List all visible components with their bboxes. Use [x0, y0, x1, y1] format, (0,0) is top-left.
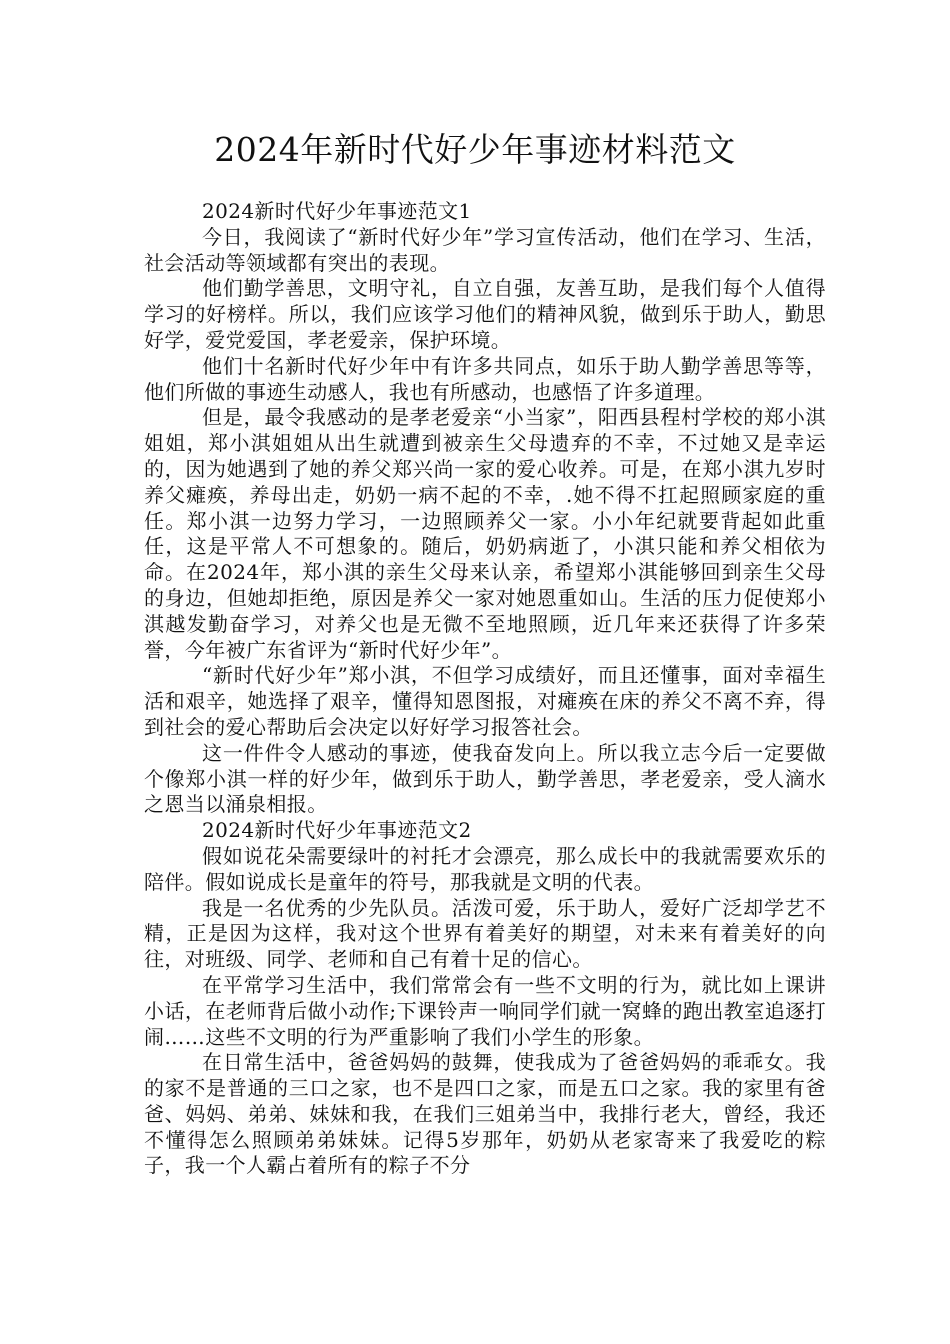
paragraph: 我是一名优秀的少先队员。活泼可爱，乐于助人，爱好广泛却学艺不精，正是因为这样，我对这个世界有着美好的期望，对未来有着美好的向往，对班级、同学、老师和自己有着十足的信心。	[144, 895, 826, 972]
paragraph: 他们十名新时代好少年中有许多共同点，如乐于助人勤学善思等等，他们所做的事迹生动感人，我也有所感动，也感悟了许多道理。	[144, 353, 826, 404]
paragraph: “新时代好少年”郑小淇，不但学习成绩好，而且还懂事，面对幸福生活和艰辛，她选择了艰辛，懂得知恩图报，对瘫痪在床的养父不离不弃，得到社会的爱心帮助后会决定以好好学习报答社会。	[144, 663, 826, 739]
paragraph: 这一件件令人感动的事迹，使我奋发向上。所以我立志今后一定要做个像郑小淇一样的好少年，做到乐于助人，勤学善思，孝老爱亲，受人滴水之恩当以涌泉相报。	[144, 740, 826, 817]
paragraph: 假如说花朵需要绿叶的衬托才会漂亮，那么成长中的我就需要欢乐的陪伴。假如说成长是童年的符号，那我就是文明的代表。	[144, 843, 826, 894]
paragraph: 他们勤学善思，文明守礼，自立自强，友善互助，是我们每个人值得学习的好榜样。所以，我们应该学习他们的精神风貌，做到乐于助人，勤思好学，爱党爱国，孝老爱亲，保护环境。	[144, 276, 826, 352]
section-heading-1: 2024新时代好少年事迹范文1	[202, 199, 472, 223]
paragraph: 在平常学习生活中，我们常常会有一些不文明的行为，就比如上课讲小话，在老师背后做小动作;下课铃声一响同学们就一窝蜂的跑出教室追逐打闹……这些不文明的行为严重影响了我们小学生的形象。	[144, 972, 826, 1049]
paragraph: 今日，我阅读了“新时代好少年”学习宣传活动，他们在学习、生活，社会活动等领域都有突出的表现。	[144, 224, 826, 275]
document-title: 2024年新时代好少年事迹材料范文	[214, 130, 736, 169]
section-heading-2: 2024新时代好少年事迹范文2	[202, 818, 472, 843]
paragraph: 但是，最令我感动的是孝老爱亲“小当家”，阳西县程村学校的郑小淇姐姐，郑小淇姐姐从出生就遭到被亲生父母遗弃的不幸，不过她又是幸运的，因为她遇到了她的养父郑兴尚一家的爱心收养。可是，在郑小淇九岁时养父瘫痪，养母出走，奶奶一病不起的不幸，.她不得不扛起照顾家庭的重任。郑小淇一边努力学习，一边照顾养父一家。小小年纪就要背起如此重任，这是平常人不可想象的。随后，奶奶病逝了，小淇只能和养父相依为命。在2024年，郑小淇的亲生父母来认亲，希望郑小淇能够回到亲生父母的身边，但她却拒绝，原因是养父一家对她恩重如山。生活的压力促使郑小淇越发勤奋学习，对养父也是无微不至地照顾，近几年来还获得了许多荣誉，今年被广东省评为“新时代好少年”。	[144, 405, 826, 662]
paragraph: 在日常生活中，爸爸妈妈的鼓舞，使我成为了爸爸妈妈的乖乖女。我的家不是普通的三口之家，也不是四口之家，而是五口之家。我的家里有爸爸、妈妈、弟弟、妹妹和我，在我们三姐弟当中，我排行老大，曾经，我还不懂得怎么照顾弟弟妹妹。记得5岁那年，奶奶从老家寄来了我爱吃的粽子，我一个人霸占着所有的粽子不分	[144, 1050, 826, 1178]
document-body	[144, 199, 826, 1179]
